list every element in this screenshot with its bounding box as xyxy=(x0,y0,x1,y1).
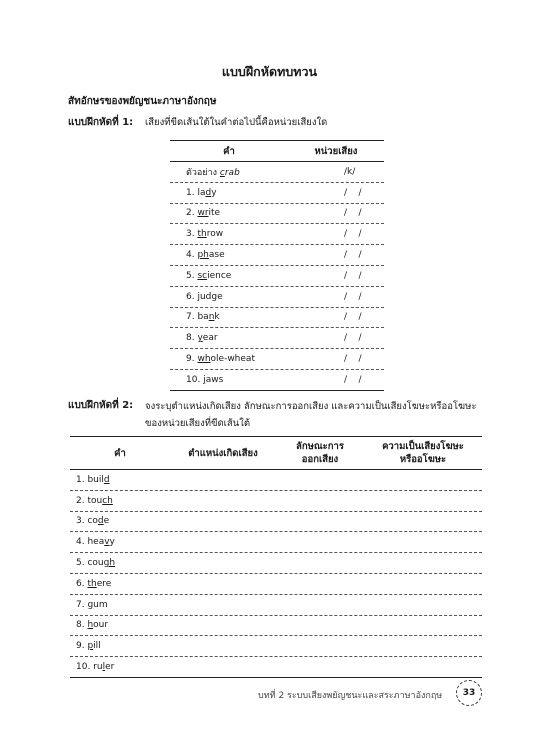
word-cell: 6. judge xyxy=(186,291,223,302)
exercise2-label: แบบฝึกหัดที่ 2: xyxy=(68,400,134,411)
phoneme-answer-cell[interactable]: / / xyxy=(344,291,362,302)
exercise1-instruction: เสียงที่ขีดเส้นใต้ในคำต่อไปนี้คือหน่วยเสียงใด xyxy=(145,117,328,128)
word-cell: 6. there xyxy=(76,578,112,589)
exercise2-row[interactable] xyxy=(70,616,482,637)
exercise1-label: แบบฝึกหัดที่ 1: xyxy=(68,117,134,128)
word-cell: 2. write xyxy=(186,208,221,219)
word-cell: 5. cough xyxy=(76,558,116,569)
page-number-badge: 33 xyxy=(456,680,482,706)
exercise2-row[interactable] xyxy=(70,491,482,512)
word-cell: 4. phase xyxy=(186,250,225,261)
phoneme-answer-cell[interactable]: / / xyxy=(344,270,362,281)
exercise2-table xyxy=(70,436,482,678)
col-voicing-header: ความเป็นเสียงโฆษะ หรืออโฆษะ xyxy=(382,441,464,465)
word-cell: 4. heavy xyxy=(76,537,115,548)
exercise1-row xyxy=(170,224,384,245)
phoneme-answer-cell[interactable]: / / xyxy=(344,208,362,219)
phoneme-answer-cell[interactable]: / / xyxy=(344,187,362,198)
example-prefix: ตัวอย่าง xyxy=(186,167,218,178)
exercise2-row[interactable] xyxy=(70,553,482,574)
word-cell: 1. build xyxy=(76,474,110,485)
col-place-header: ตำแหน่งเกิดเสียง xyxy=(188,447,258,459)
exercise1-table-header xyxy=(170,141,384,162)
word-cell: 8. hour xyxy=(76,620,109,631)
footer-chapter-title: บทที่ 2 ระบบเสียงพยัญชนะและสระภาษาอังกฤษ xyxy=(258,691,443,701)
exercise1-row xyxy=(170,370,384,390)
col-word-header: คำ xyxy=(114,447,126,459)
word-cell: 3. code xyxy=(76,516,110,527)
example-answer: /k/ xyxy=(344,166,356,177)
word-cell: 5. science xyxy=(186,270,232,281)
exercise1-row xyxy=(170,328,384,349)
col-manner-header: ลักษณะการ ออกเสียง xyxy=(296,441,344,465)
word-cell: 9. pill xyxy=(76,641,101,652)
phoneme-answer-cell[interactable]: / / xyxy=(344,229,362,240)
exercise1-row xyxy=(170,183,384,204)
word-cell: 7. bank xyxy=(186,312,220,323)
exercise1-row xyxy=(170,204,384,225)
example-word: crab xyxy=(219,167,240,178)
exercise2-row[interactable] xyxy=(70,657,482,677)
phoneme-answer-cell[interactable]: / / xyxy=(344,374,362,385)
exercise2-instruction: จงระบุตำแหน่งเกิดเสียง ลักษณะการออกเสียง และความเป็นเสียงโฆษะหรืออโฆษะของหน่วยเสียงที่ขีดเส้นใต้ xyxy=(145,401,477,429)
word-cell: 9. whole-wheat xyxy=(186,354,255,365)
word-cell: 1. lady xyxy=(186,187,217,198)
word-cell: 2. touch xyxy=(76,495,113,506)
exercise1-row xyxy=(170,266,384,287)
exercise2-table-header xyxy=(70,437,482,470)
page-title: แบบฝึกหัดทบทวน xyxy=(221,64,318,79)
word-cell: 7. gum xyxy=(76,599,108,610)
word-cell: 10. jaws xyxy=(186,374,224,385)
exercise1-row xyxy=(170,245,384,266)
exercise2-row[interactable] xyxy=(70,512,482,533)
col-phoneme-header: หน่วยเสียง xyxy=(314,145,358,157)
exercise1-row xyxy=(170,308,384,329)
exercise2-row[interactable] xyxy=(70,574,482,595)
phoneme-answer-cell[interactable]: / / xyxy=(344,333,362,344)
exercise1-row xyxy=(170,349,384,370)
word-cell: 10. ruler xyxy=(76,662,115,673)
word-cell: 8. year xyxy=(186,333,218,344)
exercise2-row[interactable] xyxy=(70,636,482,657)
exercise2-row[interactable] xyxy=(70,595,482,616)
phoneme-answer-cell[interactable]: / / xyxy=(344,312,362,323)
exercise2-row[interactable] xyxy=(70,470,482,491)
example-row xyxy=(170,162,384,183)
phoneme-answer-cell[interactable]: / / xyxy=(344,250,362,261)
exercise2-row[interactable] xyxy=(70,532,482,553)
word-cell: 3. throw xyxy=(186,229,224,240)
section-heading: สัทอักษรของพยัญชนะภาษาอังกฤษ xyxy=(68,96,217,107)
col-word-header: คำ xyxy=(223,145,235,157)
exercise1-table xyxy=(170,140,384,391)
exercise1-row xyxy=(170,287,384,308)
phoneme-answer-cell[interactable]: / / xyxy=(344,354,362,365)
